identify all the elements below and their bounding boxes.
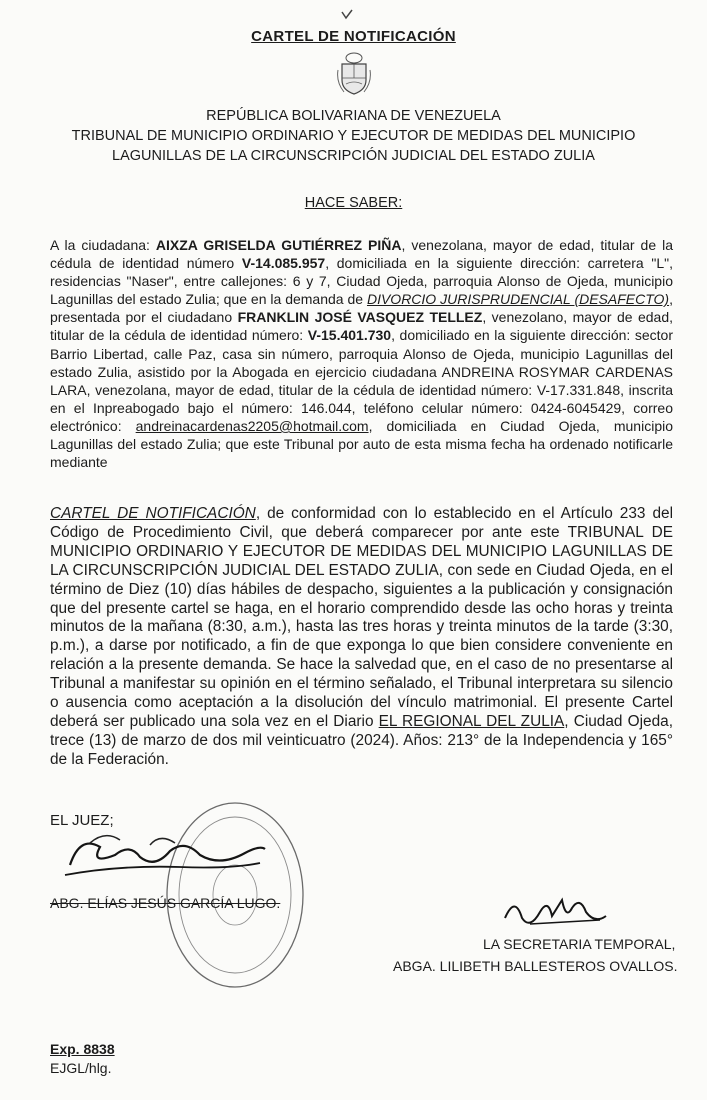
body-text: A la ciudadana:	[50, 237, 156, 253]
judge-label: EL JUEZ;	[50, 812, 114, 829]
body-text: , venezolano, mayor de edad, titular de la cédula de identidad número:	[50, 309, 673, 344]
body-text: , domiciliado en la siguiente dirección: sector Barrio Libertad, calle Paz, casa sin número, parroquia Alonso de Ojeda, municipio Lagunillas del estado Zulia, asistido por la Abogada en ejercicio ciudadana ANDREINA ROSYMAR CARDENAS LARA, venezolana, mayor de edad, titular de la cédula de identidad número: V-17.331.848, inscrita en el Inpreabogado bajo el número: 146.044, teléfono celular número: 0424-6045429, correo electrónico:	[50, 327, 673, 434]
body-text: , presentada por el ciudadano	[50, 291, 673, 326]
header-line-1: REPÚBLICA BOLIVARIANA DE VENEZUELA	[206, 108, 501, 124]
hace-saber-heading: HACE SABER:	[304, 195, 403, 211]
judge-signature	[60, 825, 270, 895]
notice-body-part-2	[50, 505, 673, 770]
coat-of-arms-icon	[336, 50, 372, 96]
notice-type: CARTEL DE NOTIFICACIÓN	[50, 505, 256, 522]
header-line-2: TRIBUNAL DE MUNICIPIO ORDINARIO Y EJECUTOR DE MEDIDAS DEL MUNICIPIO	[71, 128, 636, 144]
recipient-name: AIXZA GRISELDA GUTIÉRREZ PIÑA	[155, 237, 402, 253]
case-number: Exp. 8838	[50, 1041, 115, 1057]
scan-mark	[338, 2, 358, 22]
notice-body-part-1	[50, 236, 673, 471]
document-title: CARTEL DE NOTIFICACIÓN	[251, 28, 456, 45]
body-text: , de conformidad con lo establecido en el Artículo 233 del Código de Procedimiento Civil, que deberá comparecer por ante este TRIBUNAL DE MUNICIPIO ORDINARIO Y EJECUTOR DE MEDIDAS DEL MUNICIPIO LAGUNILLAS DE LA CIRCUNSCRIPCIÓN JUDICIAL DEL ESTADO ZULIA, con sede en Ciudad Ojeda, en el término de Diez (10) días hábiles de despacho, siguientes a la publicación y consignación que del presente cartel se haga, en el horario comprendido desde las ocho horas y treinta minutos de la mañana (8:30, a.m.), hasta las tres horas y treinta minutos de la tarde (3:30, p.m.), a darse por notificado, a fin de que exponga lo que bien considere conveniente en relación a la presente demanda. Se hace la salvedad que, en el caso de no presentarse al Tribunal a manifestar su opinión en el término señalado, el Tribunal interpretara su silencio o ausencia como aceptación a la disolución del vínculo matrimonial. El presente Cartel deberá ser publicado una sola vez en el Diario	[50, 505, 673, 730]
header-line-3: LAGUNILLAS DE LA CIRCUNSCRIPCIÓN JUDICIAL DEL ESTADO ZULIA	[112, 148, 595, 164]
body-text: , domiciliada en la siguiente dirección: carretera "L", residencias "Naser", entre callejones: 6 y 7, Ciudad Ojeda, parroquia Alonso de Ojeda, municipio Lagunillas del estado Zulia; que en la demanda de	[50, 255, 673, 308]
secretary-title: LA SECRETARIA TEMPORAL,	[483, 936, 676, 952]
secretary-name: ABGA. LILIBETH BALLESTEROS OVALLOS.	[393, 958, 678, 974]
body-text: , domiciliada en Ciudad Ojeda, municipio Lagunillas del estado Zulia; que este Tribunal por auto de esta misma fecha ha ordenado notificarle mediante	[50, 417, 673, 471]
email-address: andreinacardenas2205@hotmail.com	[135, 417, 369, 434]
body-text: , venezolana, mayor de edad, titular de la cédula de identidad número	[50, 237, 673, 272]
recipient-id: V-14.085.957	[241, 255, 326, 272]
plaintiff-id: V-15.401.730	[307, 327, 392, 344]
newspaper-name: EL REGIONAL DEL ZULIA	[378, 712, 565, 730]
judge-name: ABG. ELÍAS JESÚS GARCÍA LUGO.	[50, 895, 281, 911]
case-type: DIVORCIO JURISPRUDENCIAL (DESAFECTO)	[366, 291, 670, 308]
court-header	[0, 106, 707, 166]
secretary-signature	[500, 890, 610, 935]
body-text: , Ciudad Ojeda, trece (13) de marzo de dos mil veinticuatro (2024). Años: 213° de la Independencia y 165° de la Federación.	[50, 712, 673, 768]
plaintiff-name: FRANKLIN JOSÉ VASQUEZ TELLEZ	[237, 309, 483, 326]
initials: EJGL/hlg.	[50, 1060, 112, 1076]
